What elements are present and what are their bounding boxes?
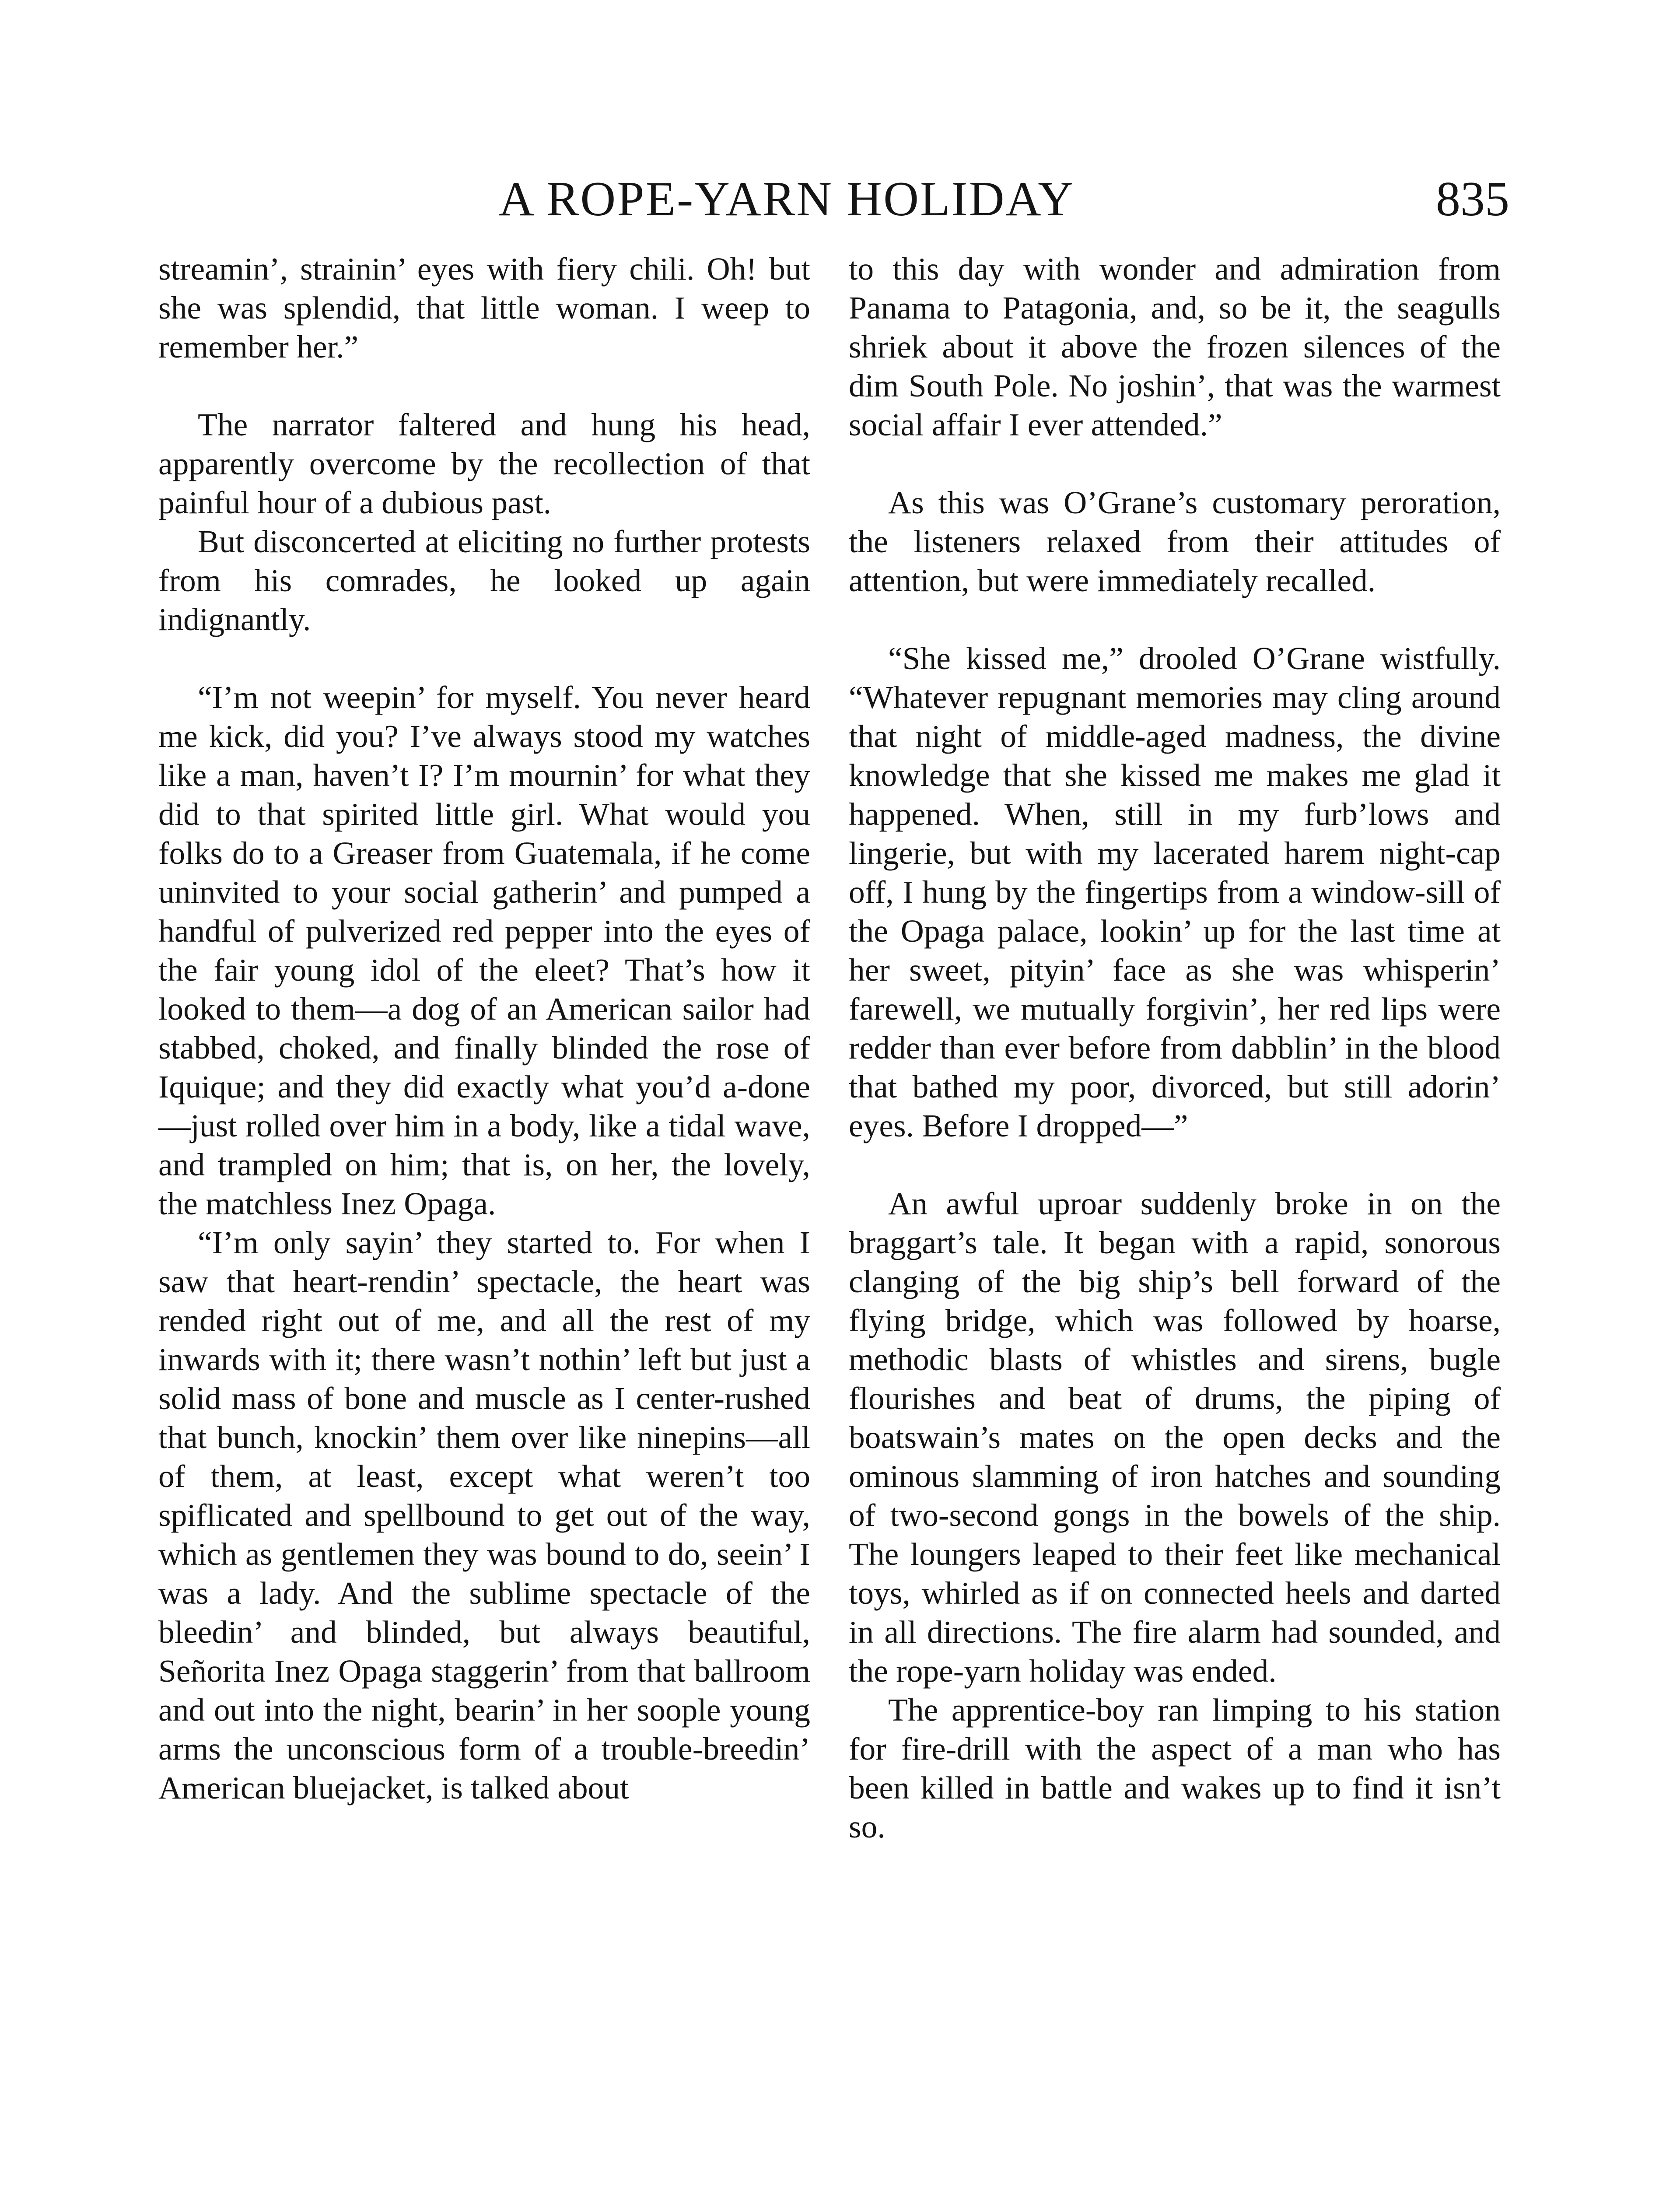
paragraph: The narrator faltered and hung his head, apparently overcome by the recollection of that painful hour of a dubious past. (158, 407, 810, 520)
paragraph: “I’m not weepin’ for myself. You never heard me kick, did you? I’ve always stood my watches like a man, haven’t I? I’m mournin’ for what they did to that spirited little girl. What would you folks do to a Greaser from Guatemala, if he come uninvited to your social gatherin’ and pumped a handful of pulverized red pepper into the eyes of the fair young idol of the eleet? That’s how it looked to them—a dog of an American sailor had stabbed, choked, and finally blinded the rose of Iquique; and they did exactly what you’d a-done—just rolled over him in a body, like a tidal wave, and trampled on him; that is, on her, the lovely, the matchless Inez Opaga. (158, 680, 810, 1221)
paragraph: to this day with wonder and admiration from Panama to Patagonia, and, so be it, the seagulls shriek about it above the frozen silences of the dim South Pole. No joshin’, that was the warmest social affair I ever attended.” (849, 251, 1501, 442)
paragraph: As this was O’Grane’s customary peroration, the listeners relaxed from their attitudes of attention, but were immediately recalled. (849, 485, 1501, 598)
paragraph: The apprentice-boy ran limping to his station for fire-drill with the aspect of a man who has been killed in battle and wakes up to find it isn’t so. (849, 1692, 1501, 1844)
running-head-title: A ROPE-YARN HOLIDAY (499, 172, 1075, 226)
left-text-column (158, 249, 810, 1807)
page-header (499, 166, 1509, 232)
paragraph: “She kissed me,” drooled O’Grane wistfully. “Whatever repugnant memories may cling around that night of middle-aged madness, the divine knowledge that she kissed me makes me glad it happened. When, still in my furb’lows and lingerie, but with my lacerated harem night-cap off, I hung by the fingertips from a window-sill of the Opaga palace, lookin’ up for the last time at her sweet, pityin’ face as she was whisperin’ farewell, we mutually forgivin’, her red lips were redder than ever before from dabblin’ in the blood that bathed my poor, divorced, but still adorin’ eyes. Before I dropped—” (849, 641, 1501, 1143)
paragraph: An awful uproar suddenly broke in on the braggart’s tale. It began with a rapid, sonorous clanging of the big ship’s bell forward of the flying bridge, which was followed by hoarse, methodic blasts of whistles and sirens, bugle flourishes and beat of drums, the piping of boatswain’s mates on the open decks and the ominous slamming of iron hatches and sounding of two-second gongs in the bowels of the ship. The loungers leaped to their feet like mechanical toys, whirled as if on connected heels and darted in all directions. The fire alarm had sounded, and the rope-yarn holiday was ended. (849, 1186, 1501, 1689)
paragraph: “I’m only sayin’ they started to. For when I saw that heart-rendin’ spectacle, the heart was rended right out of me, and all the rest of my inwards with it; there wasn’t nothin’ left but just a solid mass of bone and muscle as I center-rushed that bunch, knockin’ them over like ninepins—all of them, at least, except what weren’t too spiflicated and spellbound to get out of the way, which as gentlemen they was bound to do, seein’ I was a lady. And the sublime spectacle of the bleedin’ and blinded, but always beautiful, Señorita Inez Opaga staggerin’ from that ballroom and out into the night, bearin’ in her soople young arms the unconscious form of a trouble-breedin’ American bluejacket, is talked about (158, 1225, 810, 1806)
paragraph: But disconcerted at eliciting no further protests from his comrades, he looked up again indignantly. (158, 524, 810, 637)
right-text-column (849, 249, 1501, 1846)
page-number: 835 (1436, 172, 1509, 226)
paragraph: streamin’, strainin’ eyes with fiery chili. Oh! but she was splendid, that little woman. I weep to remember her.” (158, 251, 810, 365)
